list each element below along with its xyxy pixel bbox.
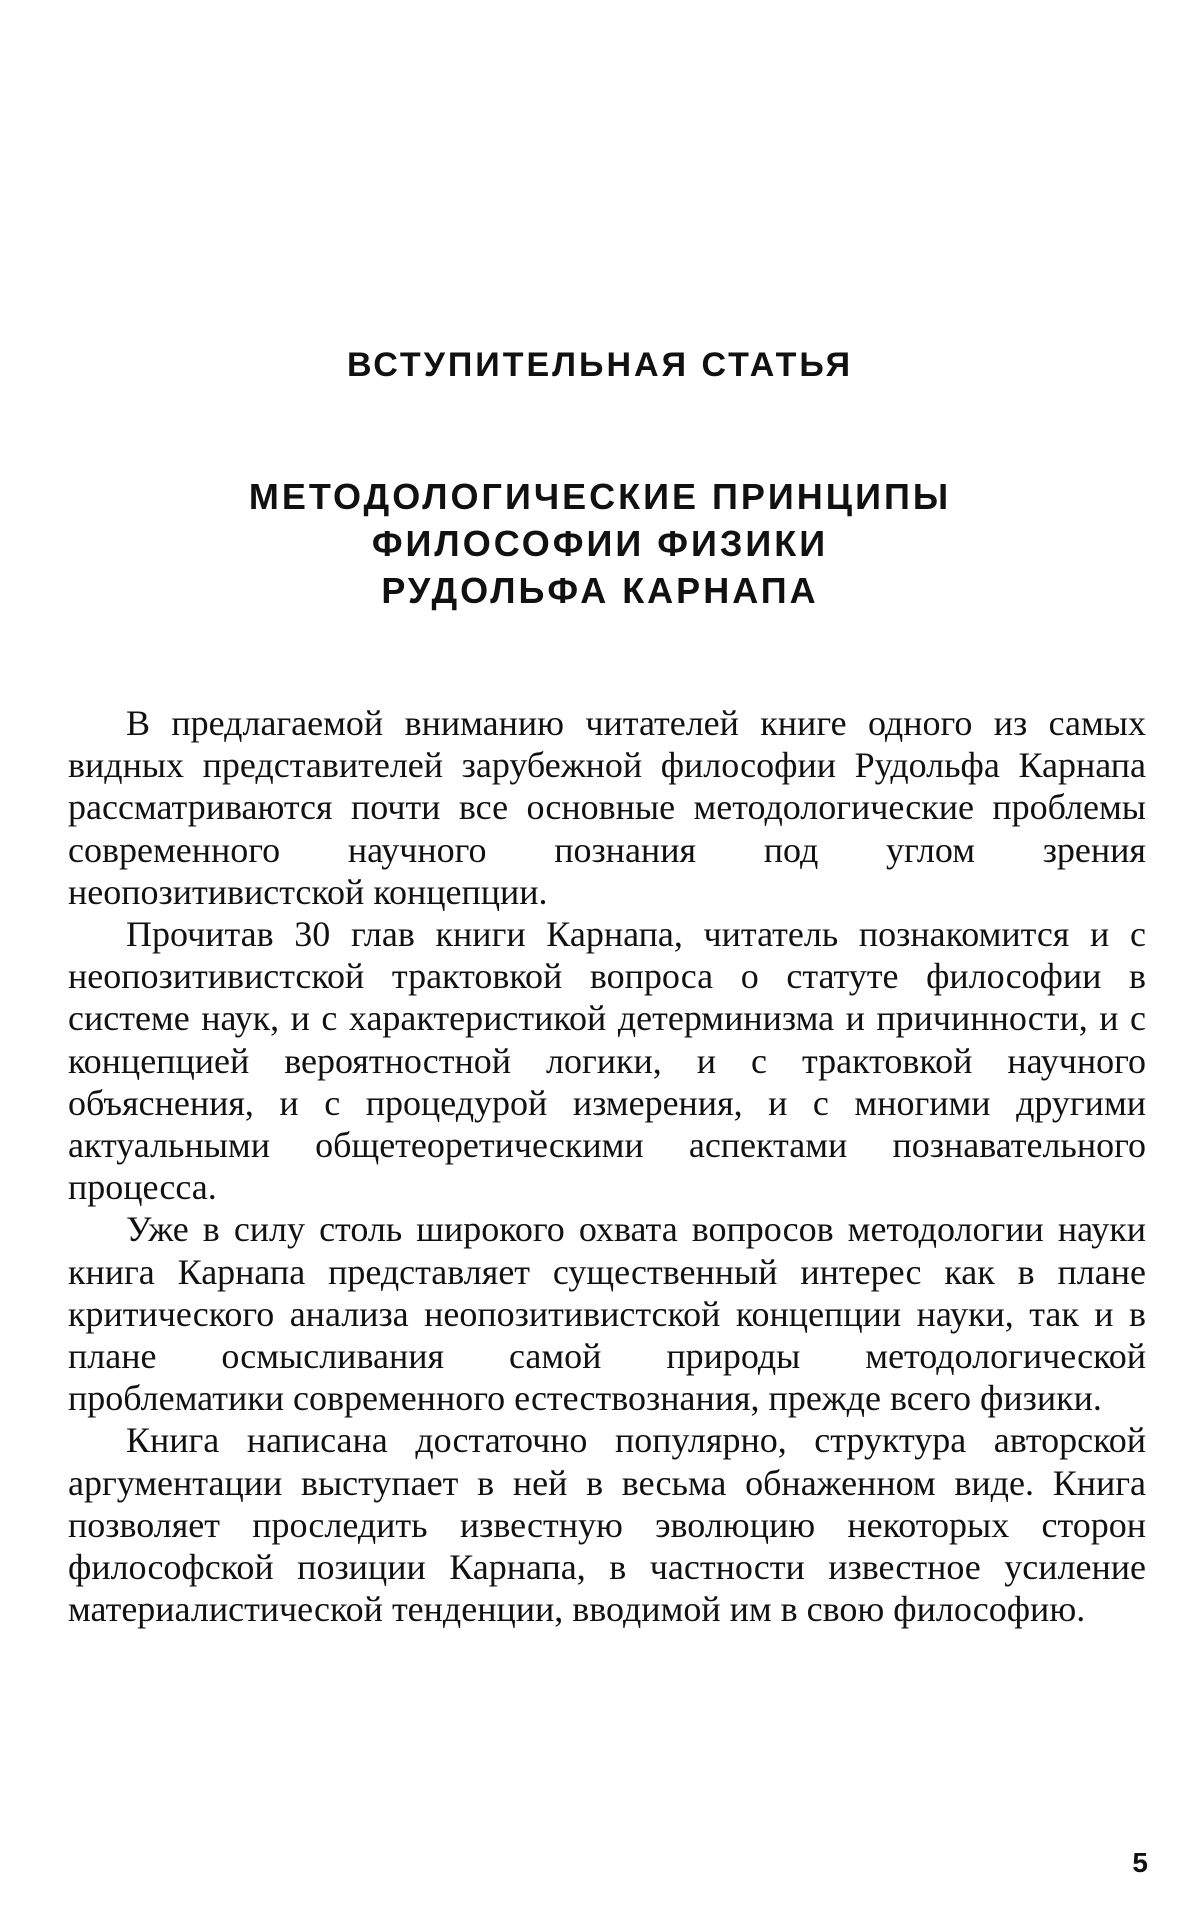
section-heading: ВСТУПИТЕЛЬНАЯ СТАТЬЯ [346, 346, 854, 384]
paragraph: Прочитав 30 глав книги Карнапа, читатель познакомится и с неопозитивистской трактовкой вопроса о статуте философии в системе наук, и с характеристикой детерминизма и причинности, и с концепцией вероятностной логики, и с трактовкой научного объяснения, и с процедурой измерения, и с многими другими актуальными общетеоретическими аспектами познавательного процесса. [68, 914, 1146, 1208]
page-number: 5 [1132, 1847, 1148, 1878]
paragraph: В предлагаемой вниманию читателей книге одного из самых видных представителей зарубежной философии Рудольфа Карнапа рассматриваются почти все основные методологические проблемы современного научного познания под углом зрения неопозитивистской концепции. [68, 703, 1146, 912]
body-text [68, 702, 1146, 1630]
paragraph: Книга написана достаточно популярно, структура авторской аргументации выступает в ней в весьма обнаженном виде. Книга позволяет проследить известную эволюцию некоторых сторон философской позиции Карнапа, в частности известное усиление материалистической тенденции, вводимой им в свою философию. [68, 1420, 1146, 1630]
paragraph: Уже в силу столь широкого охвата вопросов методологии науки книга Карнапа представляет существенный интерес как в плане критического анализа неопозитивистской концепции науки, так и в плане осмысливания самой природы методологической проблематики современного естествознания, прежде всего физики. [68, 1209, 1146, 1419]
article-title-line: ФИЛОСОФИИ ФИЗИКИ [371, 523, 829, 564]
article-title-line: МЕТОДОЛОГИЧЕСКИЕ ПРИНЦИПЫ [248, 476, 952, 517]
article-title [0, 473, 1200, 614]
article-title-line: РУДОЛЬФА КАРНАПА [381, 570, 819, 611]
